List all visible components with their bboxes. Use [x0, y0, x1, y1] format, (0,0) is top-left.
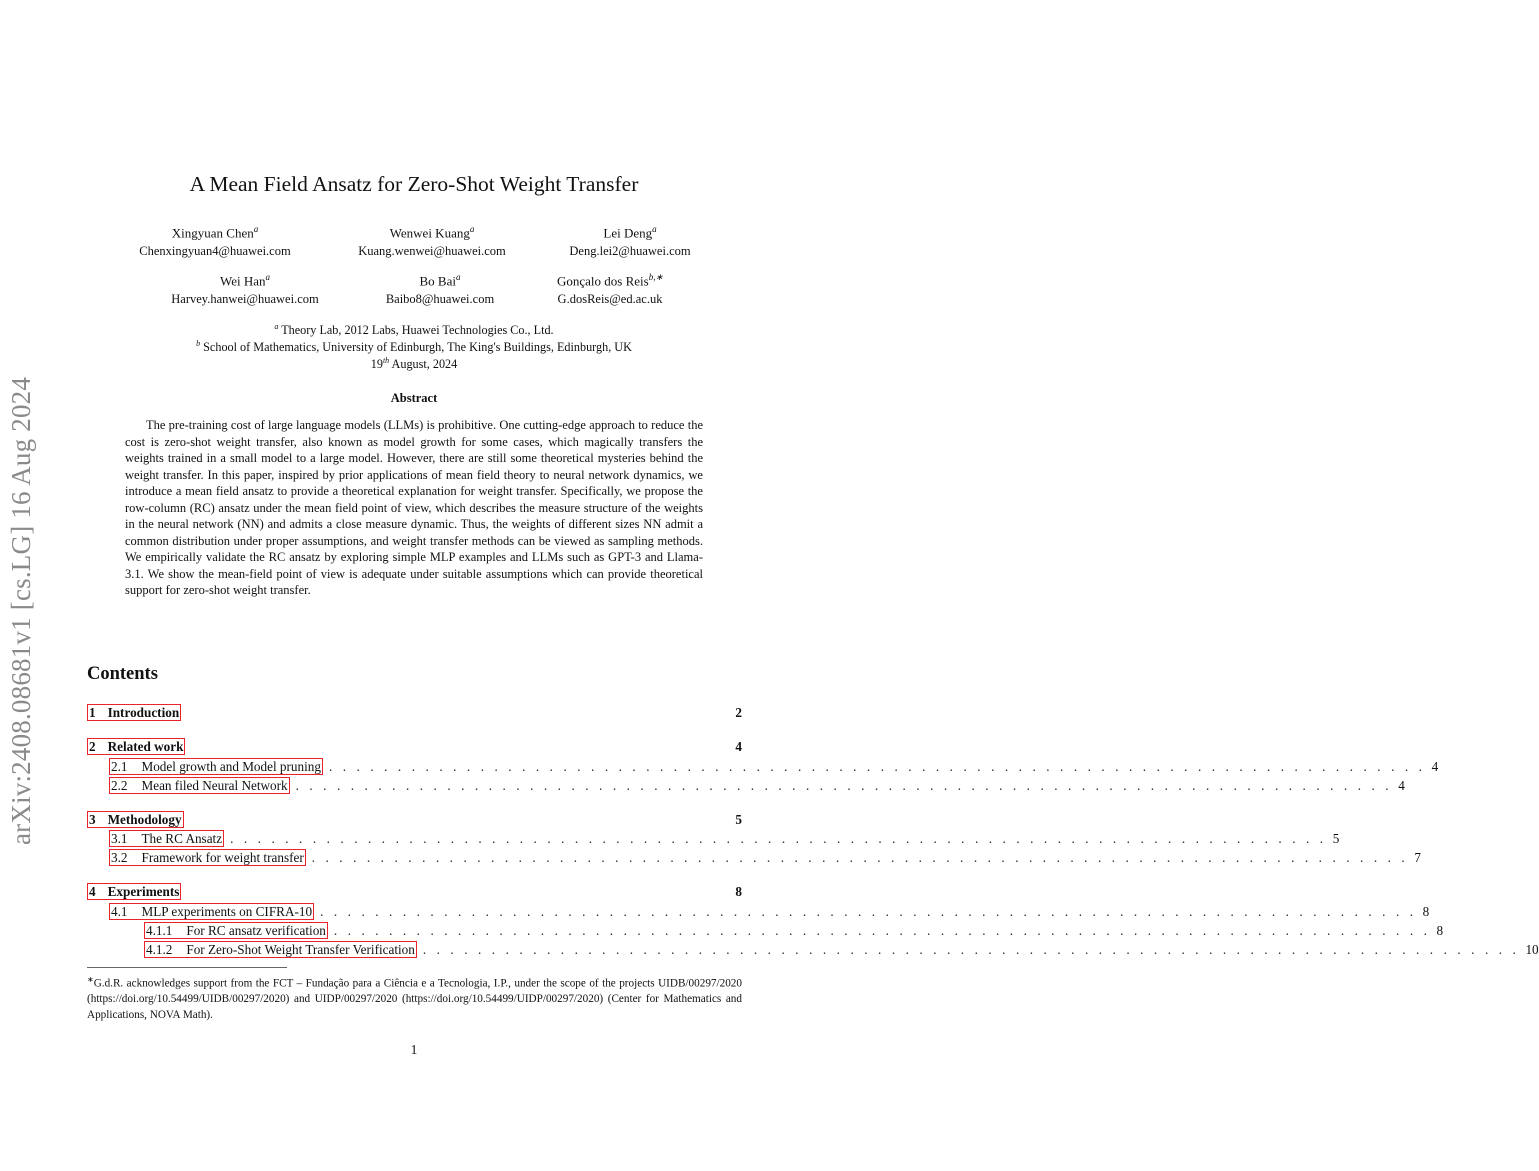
toc-number: 3.1 — [111, 831, 128, 846]
toc-title: Mean filed Neural Network — [141, 778, 288, 793]
toc-page-number: 4 — [735, 739, 742, 754]
toc-number: 2.2 — [111, 778, 128, 793]
toc-entry — [87, 941, 1539, 959]
toc-link[interactable] — [144, 922, 328, 939]
toc-entry — [87, 903, 1430, 921]
toc-page-number: 2 — [735, 705, 742, 720]
author-name: Bo Bai$^a$ — [419, 272, 461, 289]
toc-title: Related work — [107, 739, 184, 754]
page-number: 1 — [410, 1042, 418, 1057]
toc-entry — [87, 811, 742, 829]
toc-link[interactable] — [109, 903, 314, 920]
toc-link[interactable] — [87, 704, 181, 721]
publication-date: 19th August, 2024 — [370, 356, 458, 372]
author-name: Gonçalo dos Reis$^{b,∗}$ — [556, 272, 663, 289]
toc-number: 2.1 — [111, 759, 128, 774]
author-name: Wei Han$^a$ — [219, 272, 271, 289]
toc-title: Experiments — [107, 884, 180, 899]
toc-entry — [87, 738, 742, 756]
toc-entry — [87, 777, 1405, 795]
author-email[interactable]: G.dosReis@ed.ac.uk — [557, 292, 663, 306]
toc-page-number: 8 — [1422, 904, 1430, 919]
author-name: Xingyuan Chen$^a$ — [171, 224, 259, 241]
toc-leader-dots: . . . . . . . . . . . . . . . . . . . . . . . . . . . . . . . . . . . . . . . . . . . . . . . . . . . . . . . . . . . . . . . . . . . . . . . . . . . . . . . . — [311, 850, 1409, 865]
toc-leader-dots: . . . . . . . . . . . . . . . . . . . . . . . . . . . . . . . . . . . . . . . . . . . . . . . . . . . . . . . . . . . . . . . . . . . . . . . . . . . . . . . . — [230, 831, 1327, 846]
contents-heading: Contents — [87, 664, 158, 684]
toc-title: The RC Ansatz — [141, 831, 223, 846]
toc-page-number: 5 — [1332, 831, 1340, 846]
toc-leader-dots: . . . . . . . . . . . . . . . . . . . . . . . . . . . . . . . . . . . . . . . . . . . . . . . . . . . . . . . . . . . . . . . . . . . . . . . . . . . . . . . . — [333, 923, 1431, 938]
author-name: Lei Deng$^a$ — [603, 224, 657, 241]
toc-title: Model growth and Model pruning — [141, 759, 321, 774]
toc-leader-dots: . . . . . . . . . . . . . . . . . . . . . . . . . . . . . . . . . . . . . . . . . . . . . . . . . . . . . . . . . . . . . . . . . . . . . . . . . . . . . . . . — [295, 778, 1393, 793]
toc-title: For RC ansatz verification — [186, 923, 326, 938]
affiliation: $^a$ Theory Lab, 2012 Labs, Huawei Technologies Co., Ltd. — [274, 322, 554, 338]
author-email[interactable]: Baibo8@huawei.com — [385, 292, 495, 306]
toc-entry — [87, 849, 1421, 867]
toc-number: 3 — [89, 812, 96, 827]
toc-page-number: 4 — [1431, 759, 1439, 774]
abstract-heading: Abstract — [390, 391, 438, 405]
author-email[interactable]: Kuang.wenwei@huawei.com — [358, 244, 506, 258]
toc-link[interactable] — [87, 738, 185, 755]
toc-entry — [87, 922, 1444, 940]
author-block — [520, 224, 740, 259]
toc-entry — [87, 758, 1439, 776]
toc-number: 4.1 — [111, 904, 128, 919]
author-block — [105, 224, 325, 259]
toc-entry — [87, 883, 742, 901]
footnote-divider — [87, 967, 287, 968]
toc-title: Methodology — [107, 812, 182, 827]
paper-title: A Mean Field Ansatz for Zero-Shot Weight Transfer — [189, 172, 639, 196]
toc-page-number: 10 — [1525, 942, 1539, 957]
footnote: ∗G.d.R. acknowledges support from the FCT – Fundação para a Ciência e a Tecnologia, I.P., under the scope of the projects UIDB/00297/2020 (https://doi.org/10.54499/UIDB/00297/2020) and UIDP/00297/2020 (https://doi.org/10.54499/UIDP/00297/2020) (Center for Mathematics and Applications, NOVA Math). — [87, 975, 742, 1021]
toc-title: For Zero-Shot Weight Transfer Verification — [186, 942, 415, 957]
toc-link[interactable] — [109, 777, 290, 794]
toc-leader-dots: . . . . . . . . . . . . . . . . . . . . . . . . . . . . . . . . . . . . . . . . . . . . . . . . . . . . . . . . . . . . . . . . . . . . . . . . . . . . . . . . — [320, 904, 1417, 919]
affiliation: $^b$ School of Mathematics, University of Edinburgh, The King's Buildings, Edinburgh, UK — [196, 339, 632, 355]
toc-page-number: 5 — [735, 812, 742, 827]
toc-link[interactable] — [109, 758, 323, 775]
toc-link[interactable] — [109, 849, 306, 866]
abstract-text: The pre-training cost of large language models (LLMs) is prohibitive. One cutting-edge approach to reduce the cost is zero-shot weight transfer, also known as model growth for some cases, which magically transfers the weights trained in a small model to a large model. However, there are still some theoretical mysteries behind the weight transfer. In this paper, inspired by prior applications of mean field theory to neural network dynamics, we introduce a mean field ansatz to provide a theoretical explanation for weight transfer. Specifically, we propose the row-column (RC) ansatz under the mean field point of view, which describes the measure structure of the weights in the neural network (NN) and admits a close measure dynamic. Thus, the weights of different sizes NN admit a common distribution under proper assumptions, and weight transfer methods can be viewed as sampling methods. We empirically validate the RC ansatz by exploring simple MLP examples and LLMs such as GPT-3 and Llama-3.1. We show the mean-field point of view is adequate under suitable assumptions which can provide theoretical support for zero-shot weight transfer. — [125, 418, 703, 597]
toc-title: Introduction — [107, 705, 180, 720]
toc-leader-dots: . . . . . . . . . . . . . . . . . . . . . . . . . . . . . . . . . . . . . . . . . . . . . . . . . . . . . . . . . . . . . . . . . . . . . . . . . . . . . . . . — [328, 759, 1426, 774]
author-email[interactable]: Harvey.hanwei@huawei.com — [171, 292, 319, 306]
toc-page-number: 7 — [1414, 850, 1421, 865]
author-block — [135, 272, 355, 307]
toc-link[interactable] — [144, 941, 417, 958]
toc-title: MLP experiments on CIFRA-10 — [141, 904, 313, 919]
toc-number: 4 — [89, 884, 96, 899]
author-email[interactable]: Deng.lei2@huawei.com — [569, 244, 691, 258]
author-block — [322, 224, 542, 259]
author-name: Wenwei Kuang$^a$ — [389, 224, 475, 241]
author-block — [500, 272, 720, 307]
toc-number: 2 — [89, 739, 96, 754]
toc-link[interactable] — [109, 830, 224, 847]
toc-link[interactable] — [87, 811, 184, 828]
toc-number: 3.2 — [111, 850, 128, 865]
toc-leader-dots: . . . . . . . . . . . . . . . . . . . . . . . . . . . . . . . . . . . . . . . . . . . . . . . . . . . . . . . . . . . . . . . . . . . . . . . . . . . . . . . . — [422, 942, 1520, 957]
toc-page-number: 8 — [735, 884, 742, 899]
toc-page-number: 4 — [1398, 778, 1405, 793]
toc-page-number: 8 — [1436, 923, 1444, 938]
toc-entry — [87, 704, 742, 722]
toc-title: Framework for weight transfer — [141, 850, 304, 865]
author-email[interactable]: Chenxingyuan4@huawei.com — [139, 244, 291, 258]
toc-number: 4.1.1 — [146, 923, 173, 938]
toc-number: 4.1.2 — [146, 942, 173, 957]
toc-link[interactable] — [87, 883, 181, 900]
toc-number: 1 — [89, 705, 96, 720]
toc-entry — [87, 830, 1340, 848]
arxiv-identifier: arXiv:2408.08681v1 [cs.LG] 16 Aug 2024 — [6, 376, 36, 845]
